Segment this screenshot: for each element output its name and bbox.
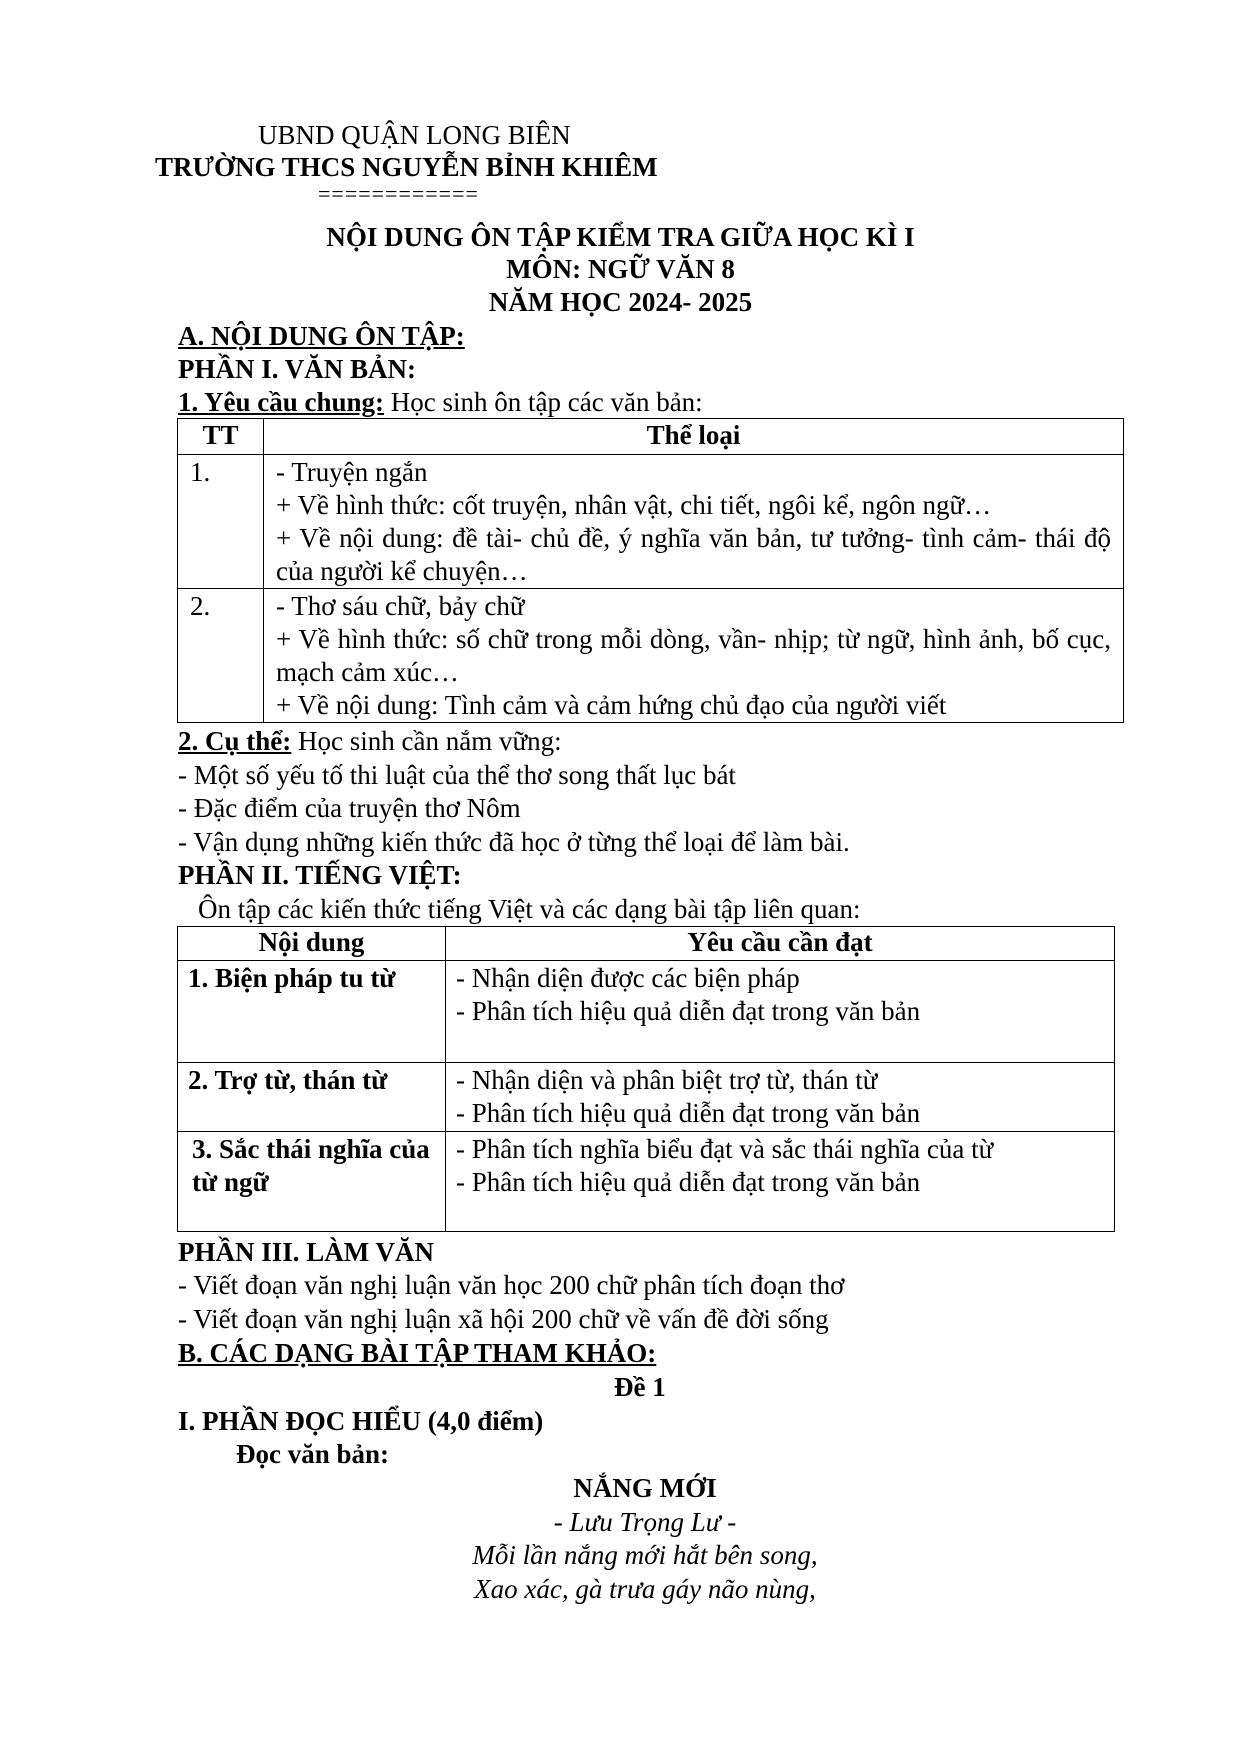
genre-description	[264, 589, 1124, 723]
part1-specific	[178, 725, 562, 757]
genre-table-header-tt: TT	[178, 419, 264, 455]
exam-number: Đề 1	[614, 1372, 666, 1402]
genre-table-header-genre: Thể loại	[264, 419, 1124, 455]
list-item: - Một số yếu tố thi luật của thể thơ song thất lục bát	[178, 760, 736, 790]
list-item: - Viết đoạn văn nghị luận văn học 200 chữ phân tích đoạn thơ	[178, 1270, 845, 1300]
requirement-line: - Phân tích nghĩa biểu đạt và sắc thái nghĩa của từ	[456, 1134, 994, 1164]
genre-table	[177, 418, 1124, 723]
viet-table-header-topic: Nội dung	[178, 927, 446, 961]
viet-topic: 3. Sắc thái nghĩa của từ ngữ	[178, 1132, 446, 1232]
poem-title: NẮNG MỚI	[573, 1473, 717, 1503]
section-b-heading: B. CÁC DẠNG BÀI TẬP THAM KHẢO:	[178, 1338, 657, 1368]
viet-table-header-requirement: Yêu cầu cần đạt	[446, 927, 1115, 961]
part1-heading: PHẦN I. VĂN BẢN:	[178, 354, 417, 384]
viet-topic: 1. Biện pháp tu từ	[178, 961, 446, 1063]
part2-heading: PHẦN II. TIẾNG VIỆT:	[178, 860, 462, 890]
genre-line: + Về hình thức: cốt truyện, nhân vật, chi tiết, ngôi kể, ngôn ngữ…	[276, 490, 992, 520]
requirement-line: - Phân tích hiệu quả diễn đạt trong văn bản	[456, 996, 921, 1026]
requirement-line: - Phân tích hiệu quả diễn đạt trong văn bản	[456, 1167, 921, 1197]
part3-heading: PHẦN III. LÀM VĂN	[178, 1237, 435, 1267]
table-row	[178, 455, 1124, 589]
doc-school-year: NĂM HỌC 2024- 2025	[488, 287, 753, 317]
list-item: - Đặc điểm của truyện thơ Nôm	[178, 793, 521, 823]
genre-line: + Về hình thức: số chữ trong mỗi dòng, vần- nhịp; từ ngữ, hình ảnh, bố cục, mạch cảm xúc…	[276, 624, 1111, 687]
doc-title: NỘI DUNG ÔN TẬP KIỂM TRA GIỮA HỌC KÌ I	[326, 222, 915, 252]
poem-author: - Lưu Trọng Lư -	[553, 1507, 737, 1537]
viet-requirement	[446, 1063, 1115, 1132]
requirement-label: 1. Yêu cầu chung:	[178, 387, 385, 417]
list-item: - Viết đoạn văn nghị luận xã hội 200 chữ về vấn đề đời sống	[178, 1304, 829, 1334]
viet-requirement	[446, 1132, 1115, 1232]
requirement-text: Học sinh ôn tập các văn bản:	[384, 387, 703, 417]
poem-line: Xao xác, gà trưa gáy não nùng,	[474, 1574, 816, 1604]
genre-tt: 2.	[178, 589, 264, 723]
requirement-line: - Nhận diện và phân biệt trợ từ, thán từ	[456, 1065, 878, 1095]
vietnamese-table	[177, 926, 1115, 1232]
viet-topic: 2. Trợ từ, thán từ	[178, 1063, 446, 1132]
list-item: - Vận dụng những kiến thức đã học ở từng thể loại để làm bài.	[178, 827, 850, 857]
genre-line: + Về nội dung: đề tài- chủ đề, ý nghĩa văn bản, tư tưởng- tình cảm- thái độ của người kể chuyện…	[276, 523, 1111, 586]
genre-description	[264, 455, 1124, 589]
specific-label: 2. Cụ thể:	[178, 726, 292, 756]
poem-line: Mỗi lần nắng mới hắt bên song,	[472, 1540, 818, 1570]
genre-line: + Về nội dung: Tình cảm và cảm hứng chủ đạo của người viết	[276, 690, 947, 720]
part2-intro: Ôn tập các kiến thức tiếng Việt và các dạng bài tập liên quan:	[198, 894, 861, 924]
requirement-line: - Phân tích hiệu quả diễn đạt trong văn bản	[456, 1098, 921, 1128]
read-instruction: Đọc văn bản:	[236, 1439, 390, 1469]
genre-line: - Truyện ngắn	[276, 457, 428, 487]
school-name: TRƯỜNG THCS NGUYỄN BỈNH KHIÊM	[155, 152, 658, 182]
reading-heading: I. PHẦN ĐỌC HIỂU (4,0 điểm)	[178, 1406, 544, 1436]
genre-line: - Thơ sáu chữ, bảy chữ	[276, 591, 525, 621]
table-row	[178, 1132, 1115, 1232]
header-separator: ============	[318, 181, 479, 206]
table-row	[178, 961, 1115, 1063]
table-row	[178, 1063, 1115, 1132]
district-name: UBND QUẬN LONG BIÊN	[258, 120, 571, 150]
table-row	[178, 589, 1124, 723]
doc-subject: MÔN: NGỮ VĂN 8	[506, 254, 735, 284]
requirement-line: - Nhận diện được các biện pháp	[456, 963, 800, 993]
viet-requirement	[446, 961, 1115, 1063]
genre-tt: 1.	[178, 455, 264, 589]
part1-requirement	[178, 386, 703, 418]
section-a-heading: A. NỘI DUNG ÔN TẬP:	[178, 321, 465, 351]
specific-text: Học sinh cần nắm vững:	[291, 726, 562, 756]
